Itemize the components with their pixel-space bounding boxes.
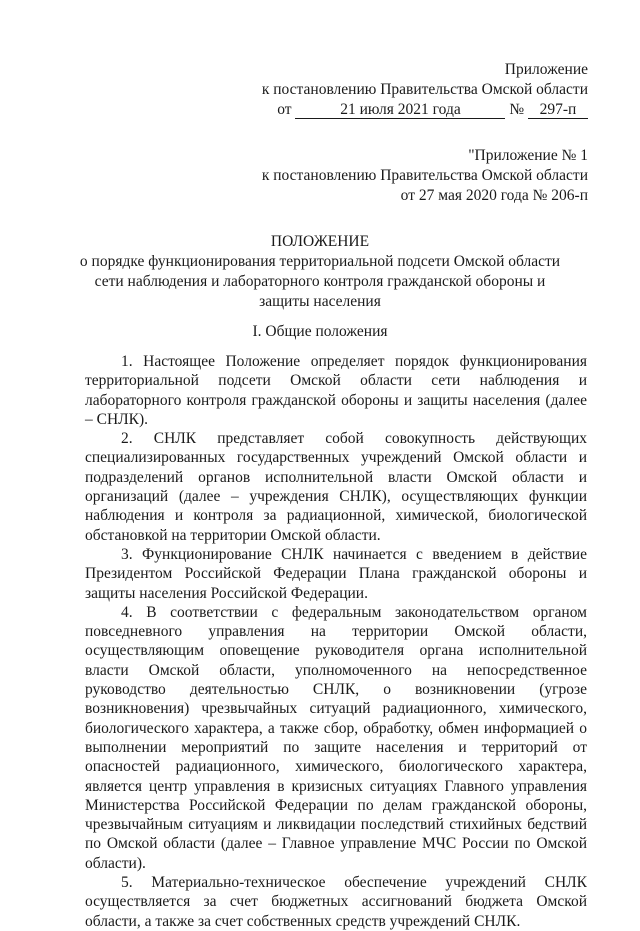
title-line1: о порядке функционирования территориальной подсети Омской области [79, 253, 561, 270]
original-header [262, 146, 588, 206]
approval-header [262, 60, 588, 120]
document-body [85, 352, 587, 931]
original-header-line2: к постановлению Правительства Омской области [261, 167, 588, 184]
section-title: I. Общие положения [252, 323, 388, 340]
paragraph-4: 4. В соответствии с федеральным законодательством органом повседневного управления на территории Омской области, осуществляющим оповещение руководителя органа исполнительной власти Омской области, уполномоченного на непосредственное руководство деятельностью СНЛК, о возникновении (угрозе возникновения) чрезвычайных ситуаций радиационного, химического, биологического характера, а также сбор, обработку, обмен информацией о выполнении мероприятий по защите населения и территорий от опасностей радиационного, химического, биологического характера, является центр управления в кризисных ситуациях Главного управления Министерства Российской Федерации по делам гражданской обороны, чрезвычайным ситуациям и ликвидации последствий стихийных бедствий по Омской области (далее – Главное управление МЧС России по Омской области). [85, 603, 587, 872]
approval-number: 297-п [528, 101, 588, 119]
title-heading: ПОЛОЖЕНИЕ [270, 233, 370, 250]
original-header-line1: "Приложение № 1 [468, 147, 588, 164]
paragraph-3: 3. Функционирование СНЛК начинается с введением в действие Президентом Российской Федерации Плана гражданской обороны и защиты населения Российской Федерации. [85, 545, 587, 602]
title-line3: защиты населения [259, 293, 381, 310]
approval-header-line3 [262, 100, 588, 120]
original-header-line3: от 27 мая 2020 года № 206-п [400, 187, 588, 204]
title-line2: сети наблюдения и лабораторного контроля гражданской обороны и [94, 273, 546, 290]
approval-header-line1: Приложение [504, 61, 588, 78]
approval-date: 21 июля 2021 года [295, 101, 505, 119]
approval-prefix: от [277, 101, 292, 118]
paragraph-1: 1. Настоящее Положение определяет порядок функционирования территориальной подсети Омской области сети наблюдения и лабораторного контроля гражданской обороны и защиты населения (далее – СНЛК). [85, 353, 587, 428]
paragraph-5: 5. Материально-техническое обеспечение учреждений СНЛК осуществляется за счет бюджетных ассигнований бюджета Омской области, а также за счет собственных средств учреждений СНЛК. [85, 874, 587, 930]
approval-number-sign: № [509, 101, 525, 118]
approval-header-line2: к постановлению Правительства Омской области [261, 81, 588, 98]
document-title [60, 232, 580, 312]
paragraph-2: 2. СНЛК представляет собой совокупность действующих специализированных государственных учреждений Омской области и подразделений органов исполнительной власти Омской области и организаций (далее – учреждения СНЛК), осуществляющих функции наблюдения и контроля за радиационной, химической, биологической обстановкой на территории Омской области. [85, 430, 587, 544]
